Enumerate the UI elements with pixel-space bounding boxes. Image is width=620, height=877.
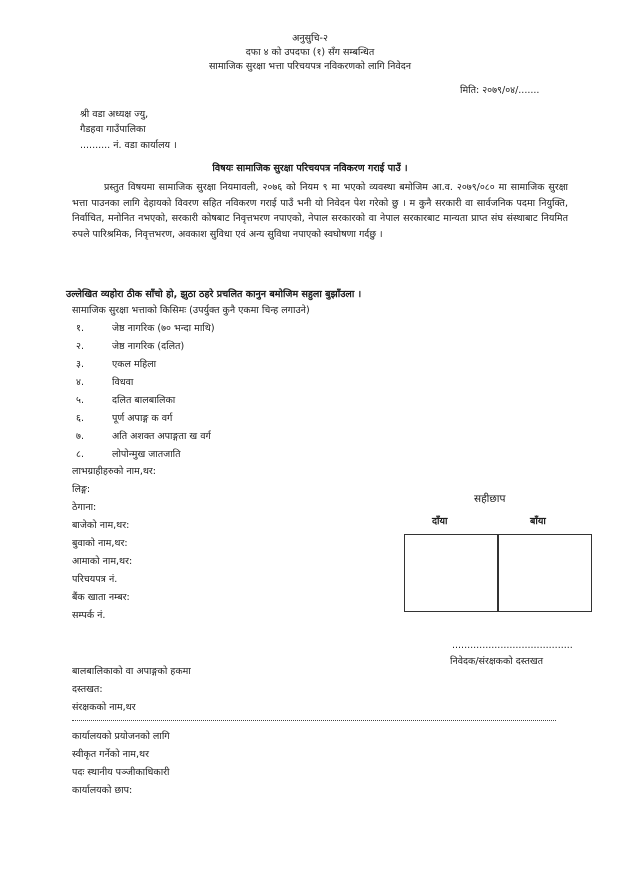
thumbprint-left-label: बाँया bbox=[530, 516, 546, 527]
schedule-label: अनुसुचि-२ bbox=[292, 33, 328, 44]
field-mother-name[interactable]: आमाको नाम,थर: bbox=[72, 556, 133, 567]
field-id-card-number[interactable]: परिचयपत्र नं. bbox=[72, 574, 118, 585]
field-father-name[interactable]: बुवाको नाम,थर: bbox=[72, 538, 128, 549]
guardian-signature-field[interactable]: दस्तखत: bbox=[72, 684, 103, 695]
addressee-line-2: गैडहवा गाउँपालिका bbox=[80, 124, 146, 135]
subject-line: विषयः सामाजिक सुरक्षा परिचयपत्र नविकरण गराई पाउँ । bbox=[212, 163, 408, 174]
field-gender[interactable]: लिङ्ग: bbox=[72, 484, 91, 495]
body-paragraph: प्रस्तुत विषयमा सामाजिक सुरक्षा नियमावली, २०७६ को नियम ९ मा भएको व्यवस्था बमोजिम आ.व. २०७९/०८० मा सामाजिक सुरक्षा भत्ता पाउनका लागि देहायको विवरण सहित नविकरण गराई पाउँ भनी यो निवेदन पेश गरेको छु । म कुनै सरकारी वा सार्वजनिक पदमा नियुक्ति, निर्वाचित, मनोनित नभएको, सरकारी कोषबाट निवृत्तभरण नपाएको, नेपाल सरकारको वा नेपाल सरकारबाट मान्यता प्राप्त संघ संस्थाबाट नियमित रुपले पारिश्रमिक, निवृत्तभरण, अवकाश सुविधा एवं अन्य सुविधा नपाएको स्वघोषणा गर्दछु । bbox=[72, 182, 568, 240]
declaration-line: उल्लेखित व्यहोरा ठीक साँचो हो, झुठा ठहरे प्रचलित कानुन बमोजिम सहुला बुझाँउला । bbox=[66, 289, 362, 300]
guardian-heading: बालबालिकाको वा अपाङ्गको हकमा bbox=[72, 666, 191, 677]
approver-name-field[interactable]: स्वीकृत गर्नेको नाम,थर bbox=[72, 749, 149, 760]
office-use-heading: कार्यालयको प्रयोजनको लागि bbox=[72, 731, 170, 742]
application-form-page: अनुसुचि-२ दफा ४ को उपदफा (१) सँग सम्बन्धित सामाजिक सुरक्षा भत्ता परिचयपत्र नविकरणको लागि निवेदन मिति: २०७९/०४/....... श्री वडा अध्यक्ष ज्यु, गैडहवा गाउँपालिका .......... नं. वडा कार्यालय । विषयः सामाजिक सुरक्षा परिचयपत्र नविकरण गराई पाउँ । प्रस्तुत विषयमा सामाजिक सुरक्षा नियमावली, २०७६ को नियम ९ मा भएको व्यवस्था बमोजिम आ.व. २०७९/०८० मा सामाजिक सुरक्षा भत्ता पाउनका लागि देहायको विवरण सहित नविकरण गराई पाउँ भनी यो निवेदन पेश गरेको छु । म कुनै सरकारी वा सार्वजनिक पदमा नियुक्ति, निर्वाचित, मनोनित नभएको, सरकारी कोषबाट निवृत्तभरण नपाएको, नेपाल सरकारको वा नेपाल सरकारबाट मान्यता प्राप्त संघ संस्थाबाट नियमित रुपले पारिश्रमिक, निवृत्तभरण, अवकाश सुविधा एवं अन्य सुविधा नपाएको स्वघोषणा गर्दछु । उल्लेखित व्यहोरा ठीक साँचो हो, झुठा ठहरे प्रचलित कानुन बमोजिम सहुला बुझाँउला । सामाजिक सुरक्षा भत्ताको किसिमः (उपर्युक्त कुनै एकमा चिन्ह लगाउने) १. जेष्ठ नागरिक (७० भन्दा माथि) २. जेष्ठ नागरिक (दलित) ३. एकल महिला ४. विधवा ५. दलित बालबालिका ६. पूर्ण अपाङ्ग क वर्ग ७. अति अशक्त अपाङ्गता ख वर्ग ८. लोपोन्मुख जातजाति लाभग्राहीहरुको नाम,थर: लिङ्ग: ठेगाना: बाजेको नाम,थर: बुवाको नाम,थर: आमाको नाम,थर: परिचयपत्र नं. बैंक खाता नम्बर: सम्पर्क नं. सहीछाप दाँया बाँया ........................................ निवेदक/संरक्षकको दस्तखत बालबालिकाको वा अपाङ्गको हकमा दस्तखत: संरक्षकको नाम,थर कार्यालयको प्रयोजनको लागि स्वीकृत गर्नेको नाम,थर पदः स्थानीय पञ्जीकाधिकारी कार्यालयको छाप: bbox=[0, 0, 620, 877]
section-reference: दफा ४ को उपदफा (१) सँग सम्बन्धित bbox=[245, 47, 375, 58]
field-beneficiary-name[interactable]: लाभग्राहीहरुको नाम,थर: bbox=[72, 466, 156, 477]
office-stamp-field: कार्यालयको छाप: bbox=[72, 785, 133, 796]
page-title: सामाजिक सुरक्षा भत्ता परिचयपत्र नविकरणको लागि निवेदन bbox=[208, 61, 412, 72]
section-divider bbox=[72, 720, 556, 721]
thumbprint-right-label: दाँया bbox=[432, 516, 448, 527]
field-grandfather-name[interactable]: बाजेको नाम,थर: bbox=[72, 520, 130, 531]
date-field: मिति: २०७९/०४/....... bbox=[460, 85, 540, 96]
thumbprint-left-box bbox=[497, 534, 592, 612]
addressee-line-3: .......... नं. वडा कार्यालय । bbox=[80, 140, 177, 151]
field-contact-number[interactable]: सम्पर्क नं. bbox=[72, 610, 106, 621]
guardian-name-field[interactable]: संरक्षकको नाम,थर bbox=[72, 702, 136, 713]
field-address[interactable]: ठेगाना: bbox=[72, 502, 97, 513]
field-bank-account[interactable]: बैंक खाता नम्बर: bbox=[72, 592, 130, 603]
signature-label: निवेदक/संरक्षकको दस्तखत bbox=[450, 656, 544, 667]
category-intro: सामाजिक सुरक्षा भत्ताको किसिमः (उपर्युक्त कुनै एकमा चिन्ह लगाउने) bbox=[72, 305, 310, 316]
thumbprint-title: सहीछाप bbox=[474, 493, 506, 505]
approver-designation: पदः स्थानीय पञ्जीकाधिकारी bbox=[72, 767, 170, 778]
addressee-line-1: श्री वडा अध्यक्ष ज्यु, bbox=[80, 109, 149, 120]
signature-dots: ........................................ bbox=[452, 640, 573, 651]
thumbprint-right-box bbox=[404, 534, 499, 612]
